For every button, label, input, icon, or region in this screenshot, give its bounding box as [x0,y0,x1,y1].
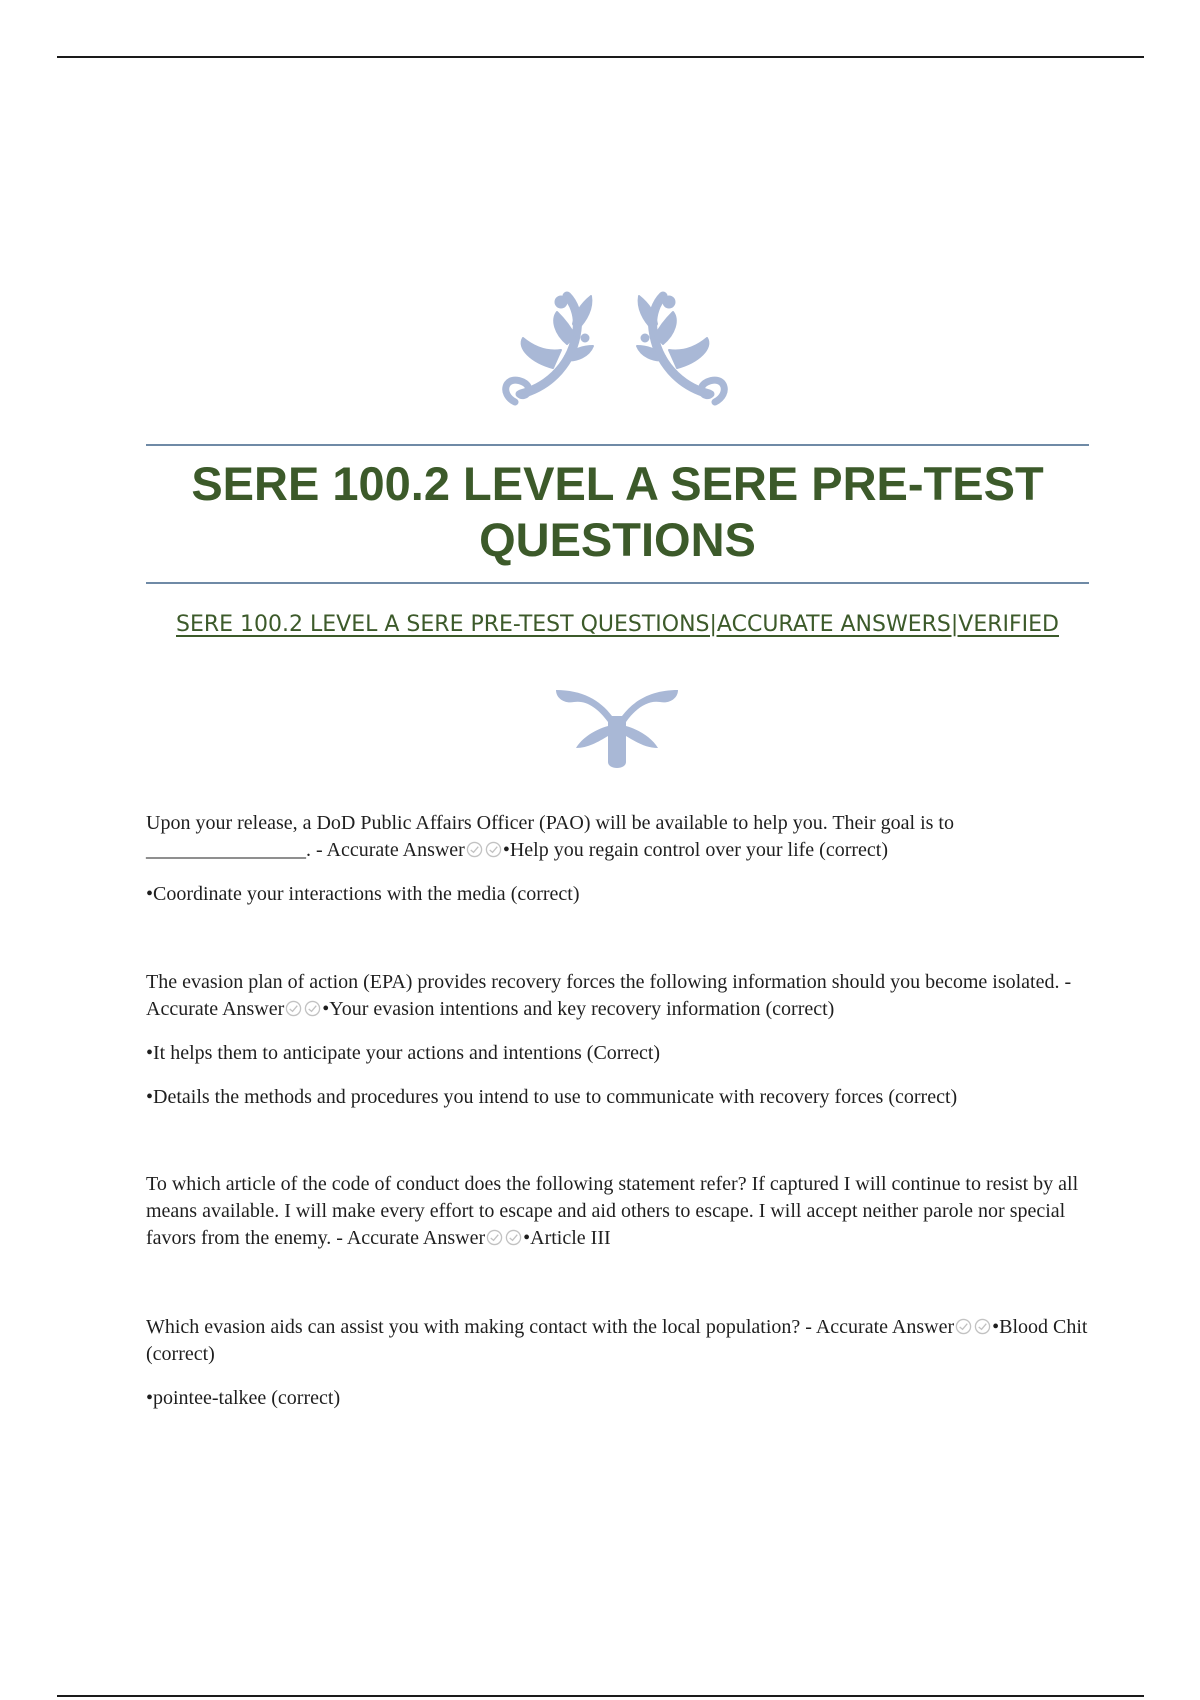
check-circle-icon [485,841,502,858]
title-top-rule [146,444,1089,446]
question-item [146,1171,1096,1252]
question-item [146,1314,1096,1368]
question-text: Upon your release, a DoD Public Affairs Officer (PAO) will be available to help you. Their goal is to ________________. - Accurate Answer [146,812,954,861]
check-circle-icon [304,1000,321,1017]
question-item [146,810,1096,864]
answer-text: •Article III [523,1227,611,1249]
question-block-2 [146,969,1096,1128]
question-text: Which evasion aids can assist you with making contact with the local population? - Accurate Answer [146,1316,955,1338]
document-subtitle: SERE 100.2 LEVEL A SERE PRE-TEST QUESTIONS|ACCURATE ANSWERS|VERIFIED [176,612,1059,637]
answer-text: •Your evasion intentions and key recovery information (correct) [322,998,835,1020]
document-title: SERE 100.2 LEVEL A SERE PRE-TEST QUESTIONS [191,457,1044,566]
page-bottom-rule [57,1695,1144,1697]
question-block-3 [146,1171,1096,1269]
check-circle-icon [955,1318,972,1335]
answer-line: •pointee-talkee (correct) [146,1387,341,1409]
question-item [146,969,1096,1023]
answer-line: •Details the methods and procedures you intend to use to communicate with recovery forces (correct) [146,1086,958,1108]
question-block-1 [146,810,1096,925]
check-circle-icon [505,1229,522,1246]
answer-line: •It helps them to anticipate your actions and intentions (Correct) [146,1042,661,1064]
check-circle-icon [486,1229,503,1246]
title-bottom-rule [146,582,1089,584]
answer-text: •Blood Chit (correct) [146,1316,1088,1365]
check-circle-icon [974,1318,991,1335]
page-top-rule [57,56,1144,58]
check-circle-icon [285,1000,302,1017]
question-text: To which article of the code of conduct does the following statement refer? If captured I will continue to resist by all means available. I will make every effort to escape and aid others to escape. I will accept neither parole nor special favors from the enemy. - Accurate Answer [146,1173,1079,1249]
answer-line: •Coordinate your interactions with the media (correct) [146,883,580,905]
question-block-4 [146,1314,1096,1429]
floral-divider-icon [552,686,682,772]
check-circle-icon [466,841,483,858]
answer-text: •Help you regain control over your life (correct) [502,839,889,861]
floral-flourish-icon [495,290,735,425]
question-text: The evasion plan of action (EPA) provides recovery forces the following information should you become isolated. - Accurate Answer [146,971,1072,1020]
